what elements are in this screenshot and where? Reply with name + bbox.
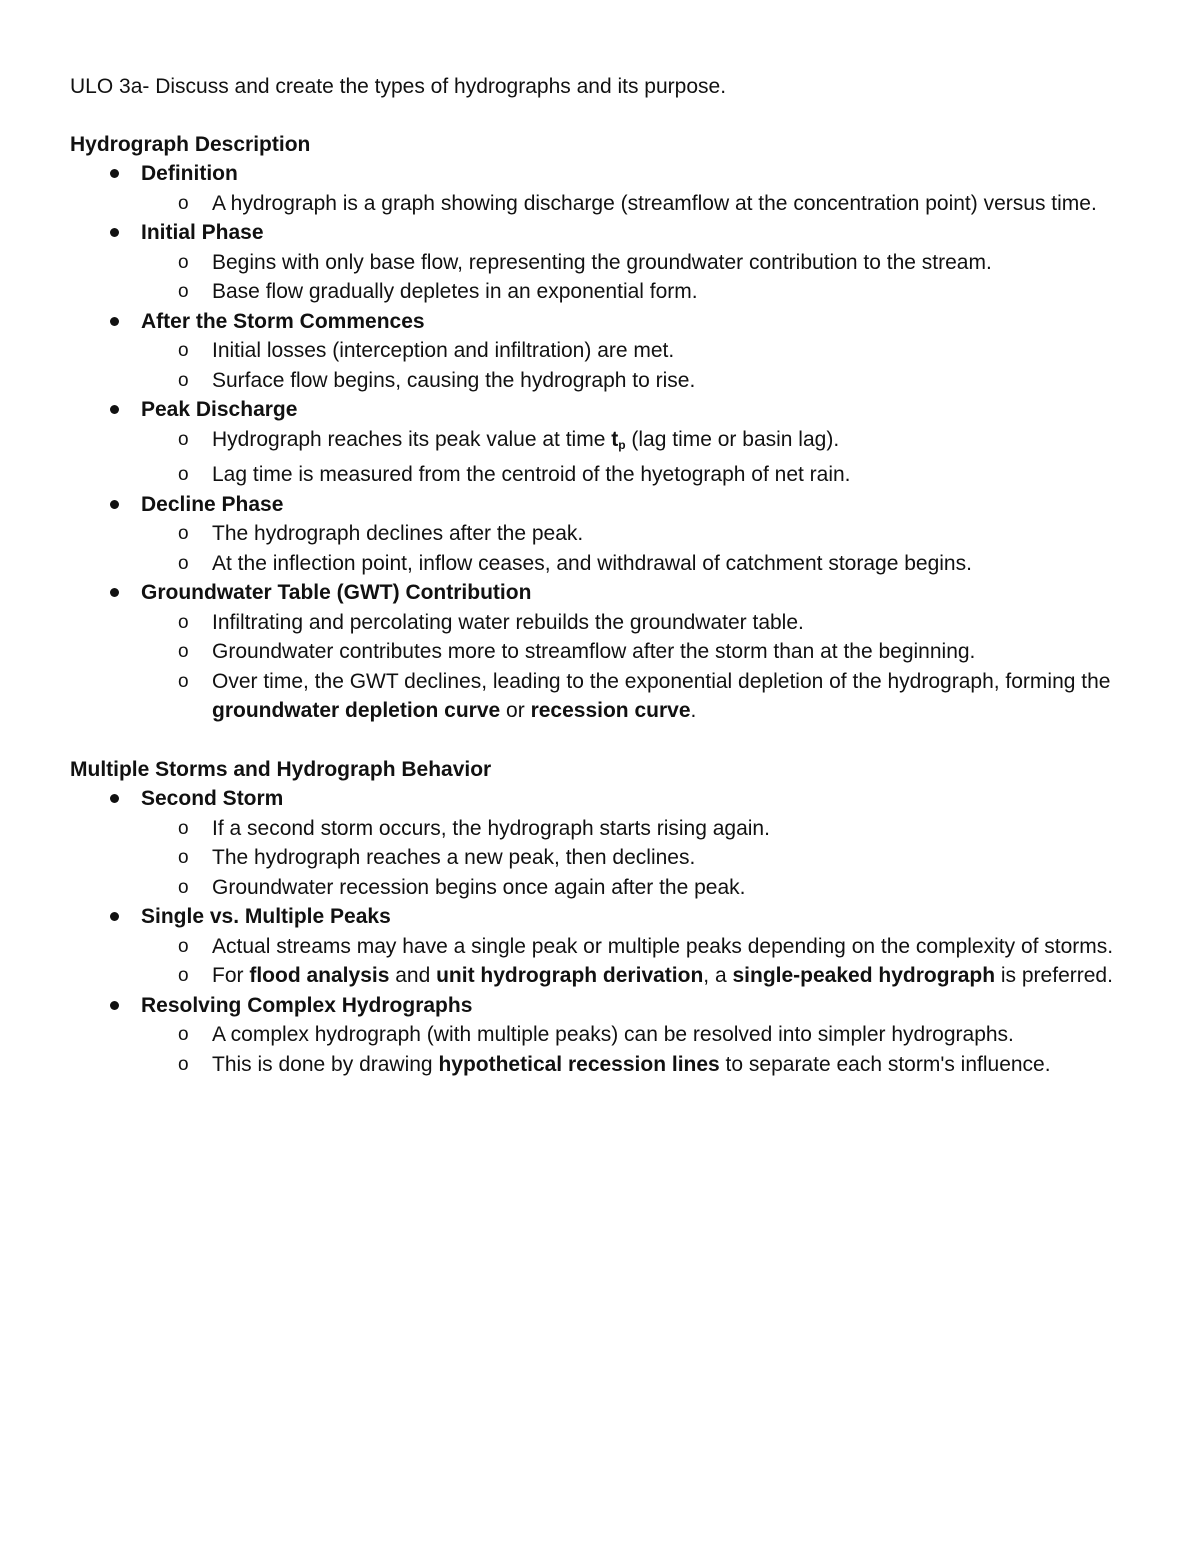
sub-item: o Hydrograph reaches its peak value at time $t_p$ (lag time or basin lag). bbox=[141, 425, 1130, 461]
list-item-definition bbox=[70, 159, 1130, 218]
section1-list bbox=[70, 159, 1130, 726]
sub-item: o A complex hydrograph (with multiple peaks) can be resolved into simpler hydrographs. bbox=[141, 1020, 1130, 1050]
list-item-second-storm bbox=[70, 784, 1130, 902]
circle-bullet-icon: o bbox=[178, 935, 189, 957]
item-title: Resolving Complex Hydrographs bbox=[141, 993, 473, 1017]
sub-item: o If a second storm occurs, the hydrograph starts rising again. bbox=[141, 814, 1130, 844]
list-item-gwt-contribution bbox=[70, 578, 1130, 726]
circle-bullet-icon: o bbox=[178, 847, 189, 868]
item-title: Groundwater Table (GWT) Contribution bbox=[141, 581, 532, 604]
circle-bullet-icon: o bbox=[178, 523, 189, 544]
list-item-single-vs-multiple bbox=[70, 902, 1130, 991]
sub-item: o Lag time is measured from the centroid of the hyetograph of net rain. bbox=[141, 460, 1130, 490]
item-title: Single vs. Multiple Peaks bbox=[141, 905, 391, 928]
list-item-decline-phase bbox=[70, 490, 1130, 579]
circle-bullet-icon: o bbox=[178, 251, 189, 273]
item-title: Initial Phase bbox=[141, 221, 264, 244]
sub-item: o For flood analysis and unit hydrograph derivation, a single-peaked hydrograph is preferred. bbox=[141, 961, 1130, 991]
sub-item: o Actual streams may have a single peak or multiple peaks depending on the complexity of storms. bbox=[141, 932, 1130, 962]
sub-item: o Groundwater contributes more to streamflow after the storm than at the beginning. bbox=[141, 637, 1130, 667]
list-item-initial-phase bbox=[70, 218, 1130, 307]
circle-bullet-icon: o bbox=[178, 281, 189, 302]
circle-bullet-icon: o bbox=[178, 876, 189, 898]
circle-bullet-icon: o bbox=[178, 369, 189, 391]
item-title: After the Storm Commences bbox=[141, 309, 425, 333]
circle-bullet-icon: o bbox=[178, 464, 189, 485]
section-title-hydrograph-description: Hydrograph Description bbox=[70, 132, 311, 156]
circle-bullet-icon: o bbox=[178, 428, 189, 450]
ulo-heading: ULO 3a- Discuss and create the types of hydrographs and its purpose. bbox=[70, 75, 727, 98]
sub-item: o Groundwater recession begins once again after the peak. bbox=[141, 873, 1130, 903]
section-title-multiple-storms: Multiple Storms and Hydrograph Behavior bbox=[70, 757, 492, 781]
sub-item: o Surface flow begins, causing the hydrograph to rise. bbox=[141, 366, 1130, 396]
circle-bullet-icon: o bbox=[178, 1053, 189, 1075]
sub-item: o Initial losses (interception and infiltration) are met. bbox=[141, 336, 1130, 366]
circle-bullet-icon: o bbox=[178, 192, 189, 214]
circle-bullet-icon: o bbox=[178, 817, 189, 839]
circle-bullet-icon: o bbox=[178, 552, 189, 574]
sub-item: o The hydrograph reaches a new peak, then declines. bbox=[141, 843, 1130, 873]
circle-bullet-icon: o bbox=[178, 340, 189, 361]
circle-bullet-icon: o bbox=[178, 1024, 189, 1045]
list-item-resolving-complex bbox=[70, 991, 1130, 1080]
sub-item: o A hydrograph is a graph showing discharge (streamflow at the concentration point) versus time. bbox=[141, 189, 1130, 219]
sub-item: o Over time, the GWT declines, leading to the exponential depletion of the hydrograph, forming the groundwater depletion curve or recession curve. bbox=[141, 667, 1130, 726]
item-title: Second Storm bbox=[141, 787, 284, 810]
item-title: Peak Discharge bbox=[141, 398, 298, 421]
sub-item: o Begins with only base flow, representing the groundwater contribution to the stream. bbox=[141, 248, 1130, 278]
sub-item: o At the inflection point, inflow ceases, and withdrawal of catchment storage begins. bbox=[141, 549, 1130, 579]
sub-item: o The hydrograph declines after the peak. bbox=[141, 519, 1130, 549]
sub-item: o This is done by drawing hypothetical recession lines to separate each storm's influence. bbox=[141, 1050, 1130, 1080]
list-item-after-storm bbox=[70, 307, 1130, 396]
document-page bbox=[70, 72, 1130, 1079]
sub-item: o Base flow gradually depletes in an exponential form. bbox=[141, 277, 1130, 307]
circle-bullet-icon: o bbox=[178, 965, 189, 986]
item-title: Definition bbox=[141, 162, 238, 185]
sub-item: o Infiltrating and percolating water rebuilds the groundwater table. bbox=[141, 608, 1130, 638]
item-title: Decline Phase bbox=[141, 492, 284, 516]
section2-list bbox=[70, 784, 1130, 1079]
list-item-peak-discharge bbox=[70, 395, 1130, 490]
circle-bullet-icon: o bbox=[178, 611, 189, 633]
circle-bullet-icon: o bbox=[178, 641, 189, 662]
circle-bullet-icon: o bbox=[178, 670, 189, 692]
